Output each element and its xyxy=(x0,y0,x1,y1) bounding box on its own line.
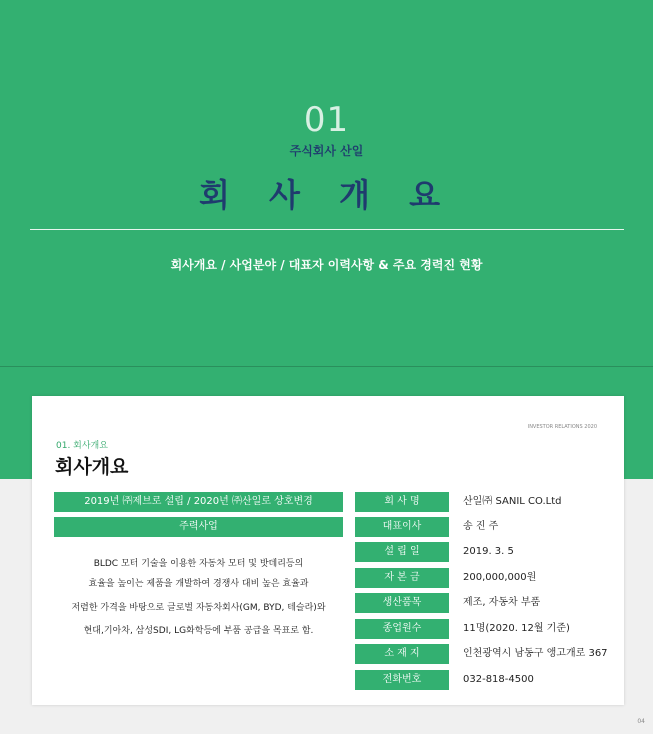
section-number-large: 01 xyxy=(303,100,350,140)
description-line: 효율을 높이는 제품을 개발하여 경쟁사 대비 높은 효율과 xyxy=(88,579,309,589)
cover-title: 회 사 개 요 xyxy=(198,176,455,214)
business-bar: 주력사업 xyxy=(54,517,343,537)
info-label-ceo: 대표이사 xyxy=(355,517,449,537)
info-value-founded: 2019. 3. 5 xyxy=(463,546,514,557)
info-value-phone: 032-818-4500 xyxy=(463,674,534,685)
cover-subtitle: 회사개요 / 사업분야 / 대표자 이력사항 & 주요 경력진 현황 xyxy=(170,258,483,272)
info-value-products: 제조, 자동차 부품 xyxy=(463,597,541,608)
section-number: 01. 회사개요 xyxy=(56,441,108,451)
section-title: 회사개요 xyxy=(55,456,129,478)
title-rule xyxy=(30,229,624,230)
description-line: 현대,기아차, 삼성SDI, LG화학등에 부품 공급을 목표로 함. xyxy=(83,626,314,636)
info-value-ceo: 송 진 주 xyxy=(463,521,499,532)
info-label-products: 생산품목 xyxy=(355,593,449,613)
info-value-capital: 200,000,000원 xyxy=(463,572,537,583)
company-name: 주식회사 산일 xyxy=(289,144,364,158)
page-number: 04 xyxy=(637,718,645,725)
info-value-employees: 11명(2020. 12월 기준) xyxy=(463,623,570,634)
history-bar: 2019년 ㈜제브로 설립 / 2020년 ㈜산일로 상호변경 xyxy=(54,492,343,512)
info-label-phone: 전화번호 xyxy=(355,670,449,690)
description-line: BLDC 모터 기술을 이용한 자동차 모터 및 밧데리등의 xyxy=(93,559,304,569)
header-tag: INVESTOR RELATIONS 2020 xyxy=(527,424,597,430)
info-value-company: 산일㈜ SANIL CO.Ltd xyxy=(463,496,562,507)
info-label-employees: 종업원수 xyxy=(355,619,449,639)
overview-card xyxy=(32,396,624,705)
info-label-founded: 설 립 일 xyxy=(355,542,449,562)
info-value-address: 인천광역시 남동구 앵고개로 367 xyxy=(463,648,608,659)
description-line: 저렴한 가격을 바탕으로 글로벌 자동차회사(GM, BYD, 테슬라)와 xyxy=(71,603,326,613)
info-label-address: 소 재 지 xyxy=(355,644,449,664)
info-label-company: 회 사 명 xyxy=(355,492,449,512)
info-label-capital: 자 본 금 xyxy=(355,568,449,588)
